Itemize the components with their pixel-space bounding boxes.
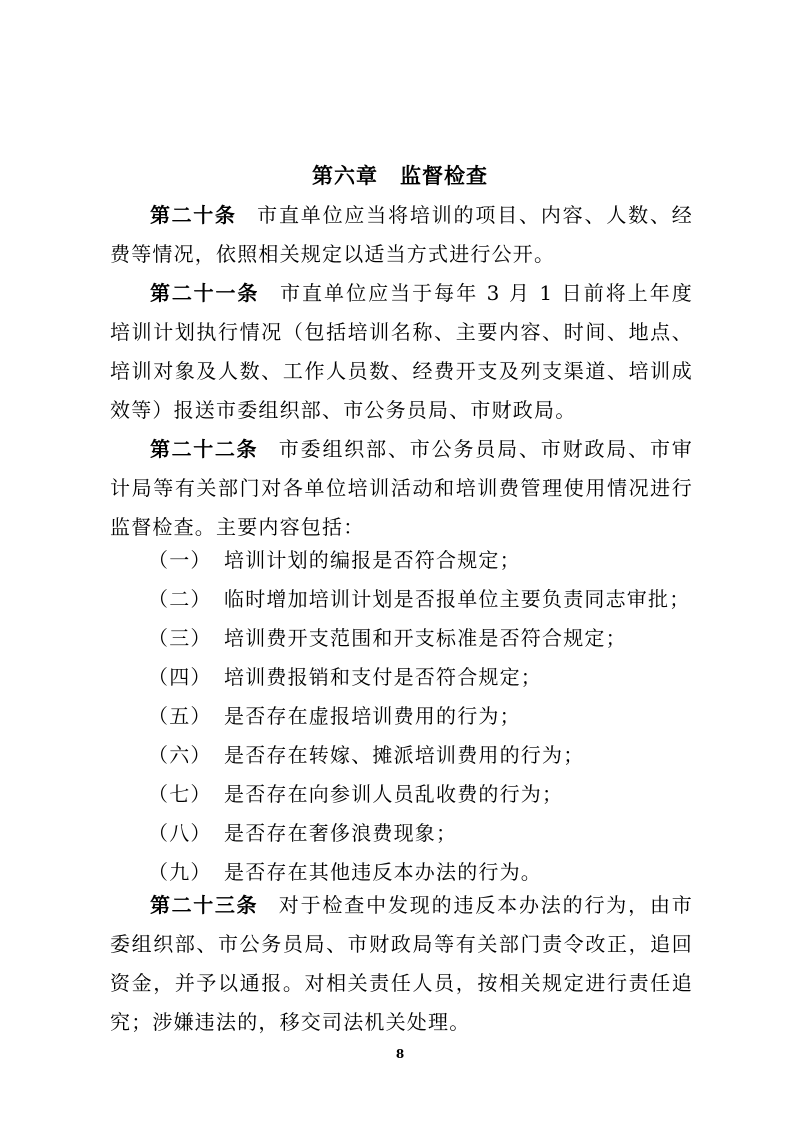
article-label: 第二十二条 <box>150 437 259 461</box>
article-label: 第二十一条 <box>150 281 260 305</box>
item-text: 是否存在其他违反本办法的行为。 <box>224 860 542 884</box>
list-item <box>148 736 708 775</box>
item-text: 临时增加培训计划是否报单位主要负责同志审批； <box>224 587 691 611</box>
article-label: 第二十三条 <box>150 893 259 917</box>
list-item <box>148 775 708 814</box>
item-text: 培训计划的编报是否符合规定； <box>224 548 521 572</box>
item-text: 是否存在向参训人员乱收费的行为； <box>224 782 564 806</box>
list-item <box>148 541 708 580</box>
article-23 <box>110 886 693 1042</box>
item-number: （二） <box>148 587 212 611</box>
page-number: 8 <box>395 1047 405 1061</box>
list-item <box>148 658 708 697</box>
article-text: 市直单位应当将培训的项目、内容、人数、经费等情况，依照相关规定以适当方式进行公开。 <box>110 203 693 266</box>
article-text: 市委组织部、市公务员局、市财政局、市审计局等有关部门对各单位培训活动和培训费管理使用情况进行监督检查。主要内容包括： <box>110 437 693 539</box>
item-text: 培训费开支范围和开支标准是否符合规定； <box>224 626 627 650</box>
item-number: （一） <box>148 548 212 572</box>
item-number: （七） <box>148 782 212 806</box>
item-number: （九） <box>148 860 212 884</box>
item-number: （三） <box>148 626 212 650</box>
list-item <box>148 697 708 736</box>
article-label: 第二十条 <box>150 203 237 227</box>
article-text: 对于检查中发现的违反本办法的行为，由市委组织部、市公务员局、市财政局等有关部门责令改正，追回资金，并予以通报。对相关责任人员，按相关规定进行责任追究；涉嫌违法的，移交司法机关处理。 <box>110 893 693 1034</box>
item-text: 是否存在转嫁、摊派培训费用的行为； <box>224 743 585 767</box>
item-number: （五） <box>148 704 212 728</box>
article-20 <box>110 196 693 274</box>
list-item <box>148 580 708 619</box>
article-22 <box>110 430 693 547</box>
item-number: （四） <box>148 665 212 689</box>
item-number: （八） <box>148 821 212 845</box>
article-21 <box>110 274 693 430</box>
chapter-title: 第六章 监督检查 <box>312 164 488 188</box>
item-text: 是否存在奢侈浪费现象； <box>224 821 458 845</box>
item-text: 是否存在虚报培训费用的行为； <box>224 704 521 728</box>
item-number: （六） <box>148 743 212 767</box>
list-item <box>148 619 708 658</box>
item-text: 培训费报销和支付是否符合规定； <box>224 665 542 689</box>
article-text: 市直单位应当于每年 3 月 1 日前将上年度培训计划执行情况（包括培训名称、主要内容、时间、地点、培训对象及人数、工作人员数、经费开支及列支渠道、培训成效等）报送市委组织部、市公务员局、市财政局。 <box>110 281 694 422</box>
list-item <box>148 814 708 853</box>
